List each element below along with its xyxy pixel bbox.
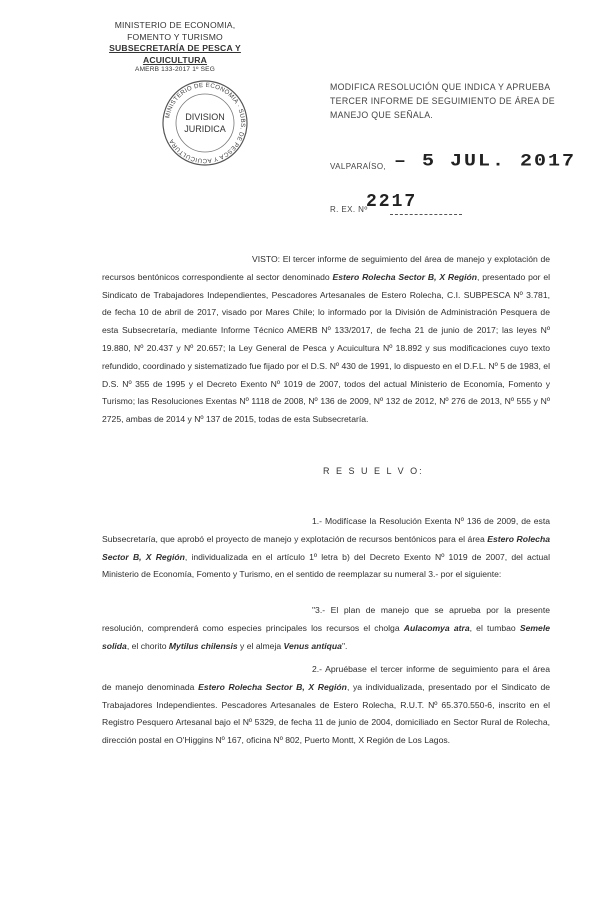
article-2-sector: Estero Rolecha Sector B, X Región (198, 681, 347, 692)
article-1-text-a: 1.- Modifícase la Resolución Exenta Nº 136 de 2009, de esta Subsecretaría, que aprobó el proyecto de manejo y explotación de recursos bentónicos para el área (102, 516, 550, 544)
article-2-text-a: 2.- Apruébase el tercer informe de seguimiento para el área de manejo denominada (102, 664, 550, 692)
division-juridica-stamp (160, 78, 250, 168)
visto-paragraph (102, 251, 550, 429)
article-1-text-b: , individualizada en el artículo 1º letra b) del Decreto Exento Nº 1019 de 2007, del actual Ministerio de Economía, Fomento y Turismo, en el sentido de reemplazar su numeral 3.- por el siguiente: (102, 551, 550, 580)
resuelvo-heading: R E S U E L V O: (323, 466, 424, 476)
ministry-header (90, 20, 260, 74)
species-3: Mytilus chilensis (168, 640, 238, 651)
article-2-text-b: , ya individualizada, presentado por el Sindicato de Trabajadores Independientes. Pescadores Artesanales de Estero Rolecha, R.U.T. Nº 65.370.550-6, inscrito en el Registro Pesquero Artesanal bajo el Nº 5329, de fecha 11 de junio de 2004, domiciliado en Sector Rural de Rolecha, dirección postal en O'Higgins Nº 167, oficina Nº 802, Puerto Montt, X Región de Los Lagos. (102, 681, 551, 746)
species-4: Venus antiqua (283, 640, 342, 651)
stamp-ring-text: MINISTERIO DE ECONOMIA · SUBS. DE PESCA Y ACUICULTURA (164, 81, 247, 165)
visto-sector: Estero Rolecha Sector B, X Región (332, 271, 478, 282)
species-2: Semele solida (102, 622, 551, 651)
header-line-1: MINISTERIO DE ECONOMIA, (114, 20, 236, 30)
article-1-sector: Estero Rolecha Sector B, X Región (102, 533, 550, 562)
rex-number: 2217 (366, 192, 418, 212)
visto-text-2: , presentado por el Sindicato de Trabajadores Independientes, Pescadores Artesanales de Estero Rolecha, C.I. SUBPESCA Nº 3.781, de fecha 10 de abril de 2017, visado por Mares Chile; lo informado por la División de Administración Pesquera de esta Subsecretaría, mediante Informe Técnico AMERB Nº 133/2017, de fecha 21 de junio de 2017; las leyes Nº 19.880, Nº 20.437 y Nº 20.657; la Ley General de Pesca y Acuicultura Nº 18.892 y sus modificaciones cuyo texto refundido, coordinado y sistematizado fue fijado por el D.S. Nº 430 de 1991, lo dispuesto en el D.F.L. Nº 5 de 1983, el D.S. Nº 355 de 1995 y el Decreto Exento Nº 1019 de 2007, todos del actual Ministerio de Economía, Fomento y Turismo; las Resoluciones Exentas Nº 1118 de 2008, Nº 136 de 2009, Nº 132 de 2012, Nº 276 de 2013, Nº 555 y Nº 2725, ambas de 2014 y Nº 137 de 2015, todas de esta Subsecretaría. (102, 271, 551, 425)
stamp-center-line-2: JURIDICA (184, 124, 226, 134)
header-line-2: FOMENTO Y TURISMO (127, 31, 223, 42)
stamp-center-line-1: DIVISION (185, 112, 225, 122)
quote-text-a: "3.- El plan de manejo que se aprueba por la presente resolución, comprenderá como especies principales los recursos el cholga (102, 605, 550, 633)
article-1 (102, 513, 550, 584)
date-stamp: – 5 JUL. 2017 (394, 151, 577, 172)
visto-text-1: VISTO: El tercer informe de seguimiento del área de manejo y explotación de recursos bentónicos correspondiente al sector denominado (102, 254, 550, 282)
article-1-quote (102, 602, 550, 655)
resolution-subject: MODIFICA RESOLUCIÓN QUE INDICA Y APRUEBA TERCER INFORME DE SEGUIMIENTO DE ÁREA DE MANEJO QUE SEÑALA. (330, 82, 555, 120)
article-2 (102, 661, 550, 750)
rex-label: R. EX. Nº (330, 205, 368, 214)
header-line-3: SUBSECRETARÍA DE PESCA Y ACUICULTURA (109, 43, 241, 65)
species-1: Aulacomya atra (403, 622, 470, 633)
rex-underline (390, 214, 462, 215)
quote-text-b: , el tumbao (469, 622, 520, 633)
quote-text-e: ". (341, 640, 348, 651)
quote-text-c: , el chorito (126, 640, 169, 651)
quote-text-d: y el almeja (237, 640, 284, 651)
place-label: VALPARAÍSO, (330, 162, 387, 171)
header-line-4: AMERB 133-2017 1º SEG (135, 66, 215, 73)
